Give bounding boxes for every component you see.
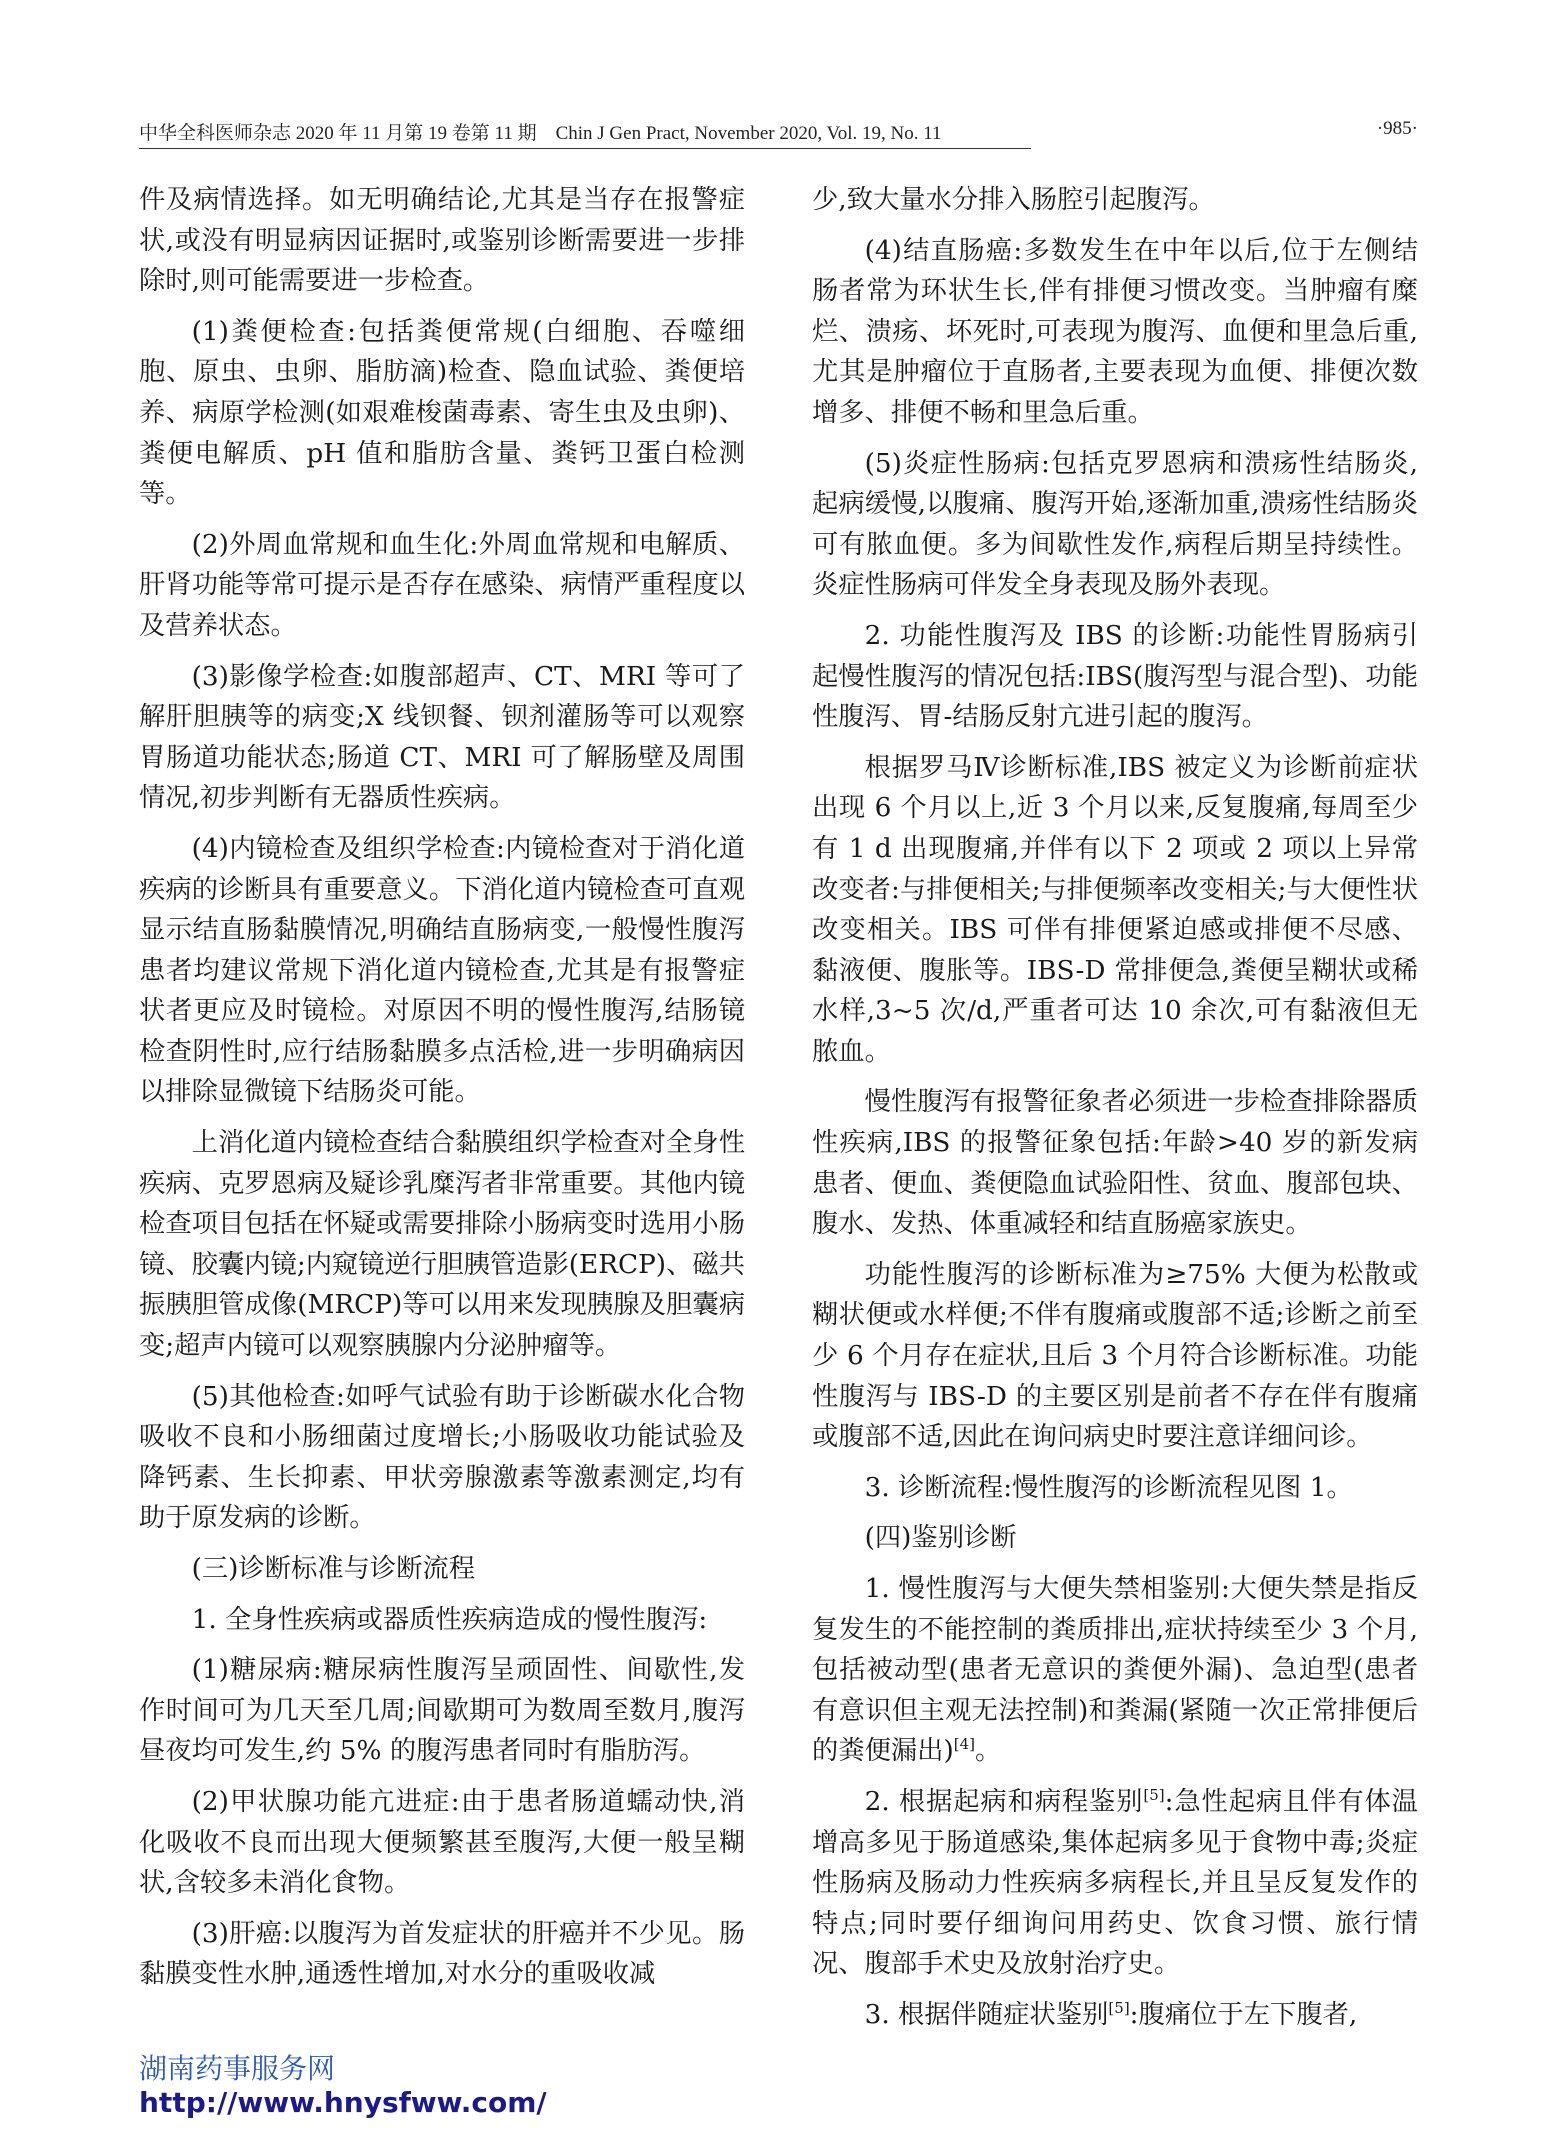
header-rule [139,148,1031,149]
paragraph: 根据罗马Ⅳ诊断标准,IBS 被定义为诊断前症状出现 6 个月以上,近 3 个月以来,反复腹痛,每周至少有 1 d 出现腹痛,并伴有以下 2 项或 2 项以上异常改变者:与排便相关;与排便频率改变相关;与大便性状改变相关。IBS 可伴有排便紧迫感或排便不尽感、黏液便、腹胀等。IBS-D 常排便急,粪便呈糊状或稀水样,3~5 次/d,严重者可达 10 余次,可有黏液但无脓血。 [812,752,1418,1067]
paragraph: 上消化道内镜检查结合黏膜组织学检查对全身性疾病、克罗恩病及疑诊乳糜泻者非常重要。其他内镜检查项目包括在怀疑或需要排除小肠病变时选用小肠镜、胶囊内镜;内窥镜逆行胆胰管造影(ERCP)、磁共振胰胆管成像(MRCP)等可以用来发现胰腺及胆囊病变;超声内镜可以观察胰腺内分泌肿瘤等。 [139,1128,745,1362]
page-number: ·985· [1376,118,1418,139]
paragraph: (5)炎症性肠病:包括克罗恩病和溃疡性结肠炎,起病缓慢,以腹痛、腹泻开始,逐渐加重,溃疡性结肠炎可有脓血便。多为间歇性发作,病程后期呈持续性。炎症性肠病可伴发全身表现及肠外表现。 [812,448,1418,601]
paragraph [812,1569,1418,1772]
paragraph: 功能性腹泻的诊断标准为≥75% 大便为松散或糊状便或水样便;不伴有腹痛或腹部不适;诊断之前至少 6 个月存在症状,且后 3 个月符合诊断标准。功能性腹泻与 IBS-D 的主要区别是前者不存在伴有腹痛或腹部不适,因此在询问病史时要注意详细问诊。 [812,1259,1418,1453]
paragraph: (2)外周血常规和血生化:外周血常规和电解质、肝肾功能等常可提示是否存在感染、病情严重程度以及营养状态。 [139,529,745,641]
paragraph: 2. 功能性腹泻及 IBS 的诊断:功能性胃肠病引起慢性腹泻的情况包括:IBS(腹泻型与混合型)、功能性腹泻、胃-结肠反射亢进引起的腹泻。 [812,620,1418,733]
journal-citation: 中华全科医师杂志 2020 年 11 月第 19 卷第 11 期 Chin J Gen Pract, November 2020, Vol. 19, No. 11 [139,123,942,144]
paragraph: (3)肝癌:以腹泻为首发症状的肝癌并不少见。肠黏膜变性水肿,通透性增加,对水分的重吸收减 [139,1918,745,1990]
watermark [139,2052,547,2120]
paragraph-tail: :腹痛位于左下腹者, [1129,1999,1358,2030]
paragraph-text: 1. 慢性腹泻与大便失禁相鉴别:大便失禁是指反复发生的不能控制的粪质排出,症状持续至少 3 个月,包括被动型(患者无意识的粪便外漏)、急迫型(患者有意识但主观无法控制)和粪漏(紧随一次正常排便后的粪便漏出) [812,1574,1418,1767]
paragraph-tail: :急性起病且伴有体温增高多见于肠道感染,集体起病多见于食物中毒;炎症性肠病及肠动力性疾病多病程长,并且呈反复发作的特点;同时要仔细询问用药史、饮食习惯、旅行情况、腹部手术史及放射治疗史。 [812,1786,1418,1980]
watermark-site-name: 湖南药事服务网 [139,2052,336,2085]
citation-ref[interactable]: [5] [1108,1999,1130,2018]
section-heading: (四)鉴别诊断 [864,1523,1017,1554]
paragraph [812,1995,1418,2036]
right-column [812,180,1418,2036]
paragraph: 3. 诊断流程:慢性腹泻的诊断流程见图 1。 [864,1472,1353,1503]
citation-ref[interactable]: [4] [953,1735,975,1754]
paragraph-tail: 。 [975,1736,1002,1767]
paragraph: 慢性腹泻有报警征象者必须进一步检查排除器质性疾病,IBS 的报警征象包括:年龄>40 岁的新发病患者、便血、粪便隐血试验阳性、贫血、腹部包块、腹水、发热、体重减轻和结直肠癌家族史。 [812,1087,1418,1240]
paragraph: (1)粪便检查:包括粪便常规(白细胞、吞噬细胞、原虫、虫卵、脂肪滴)检查、隐血试验、粪便培养、病原学检测(如艰难梭菌毒素、寄生虫及虫卵)、粪便电解质、pH 值和脂肪含量、粪钙卫蛋白检测等。 [139,316,745,510]
subsection-heading: 1. 全身性疾病或器质性疾病造成的慢性腹泻: [191,1604,708,1635]
paragraph: (3)影像学检查:如腹部超声、CT、MRI 等可了解肝胆胰等的病变;X 线钡餐、钡剂灌肠等可以观察胃肠道功能状态;肠道 CT、MRI 可了解肠壁及周围情况,初步判断有无器质性疾病。 [139,661,745,814]
paragraph: (4)结直肠癌:多数发生在中年以后,位于左侧结肠者常为环状生长,伴有排便习惯改变。当肿瘤有糜烂、溃疡、坏死时,可表现为腹泻、血便和里急后重,尤其是肿瘤位于直肠者,主要表现为血便、排便次数增多、排便不畅和里急后重。 [812,235,1418,428]
paragraph: 件及病情选择。如无明确结论,尤其是当存在报警症状,或没有明显病因证据时,或鉴别诊断需要进一步排除时,则可能需要进一步检查。 [139,185,745,297]
running-header [139,118,1418,148]
paragraph: (2)甲状腺功能亢进症:由于患者肠道蠕动快,消化吸收不良而出现大便频繁甚至腹泻,大便一般呈糊状,含较多未消化食物。 [139,1786,745,1899]
section-heading: (三)诊断标准与诊断流程 [191,1554,476,1584]
paragraph: (1)糖尿病:糖尿病性腹泻呈顽固性、间歇性,发作时间可为几天至几周;间歇期可为数周至数月,腹泻昼夜均可发生,约 5% 的腹泻患者同时有脂肪泻。 [139,1655,745,1767]
paragraph [812,1782,1418,1985]
paragraph: (4)内镜检查及组织学检查:内镜检查对于消化道疾病的诊断具有重要意义。下消化道内镜检查可直观显示结直肠黏膜情况,明确结直肠病变,一般慢性腹泻患者均建议常规下消化道内镜检查,尤其是有报警症状者更应及时镜检。对原因不明的慢性腹泻,结肠镜检查阴性时,应行结肠黏膜多点活检,进一步明确病因以排除显微镜下结肠炎可能。 [139,833,745,1108]
left-column [139,180,745,1995]
paragraph: 少,致大量水分排入肠腔引起腹泻。 [812,185,1215,215]
paragraph: (5)其他检查:如呼气试验有助于诊断碳水化合物吸收不良和小肠细菌过度增长;小肠吸收功能试验及降钙素、生长抑素、甲状旁腺激素等激素测定,均有助于原发病的诊断。 [139,1381,745,1534]
citation-ref[interactable]: [5] [1143,1786,1165,1805]
watermark-url-link[interactable]: http://www.hnysfww.com/ [139,2086,547,2119]
paragraph-text: 2. 根据起病和病程鉴别 [864,1786,1144,1817]
paragraph-text: 3. 根据伴随症状鉴别 [864,1999,1109,2030]
